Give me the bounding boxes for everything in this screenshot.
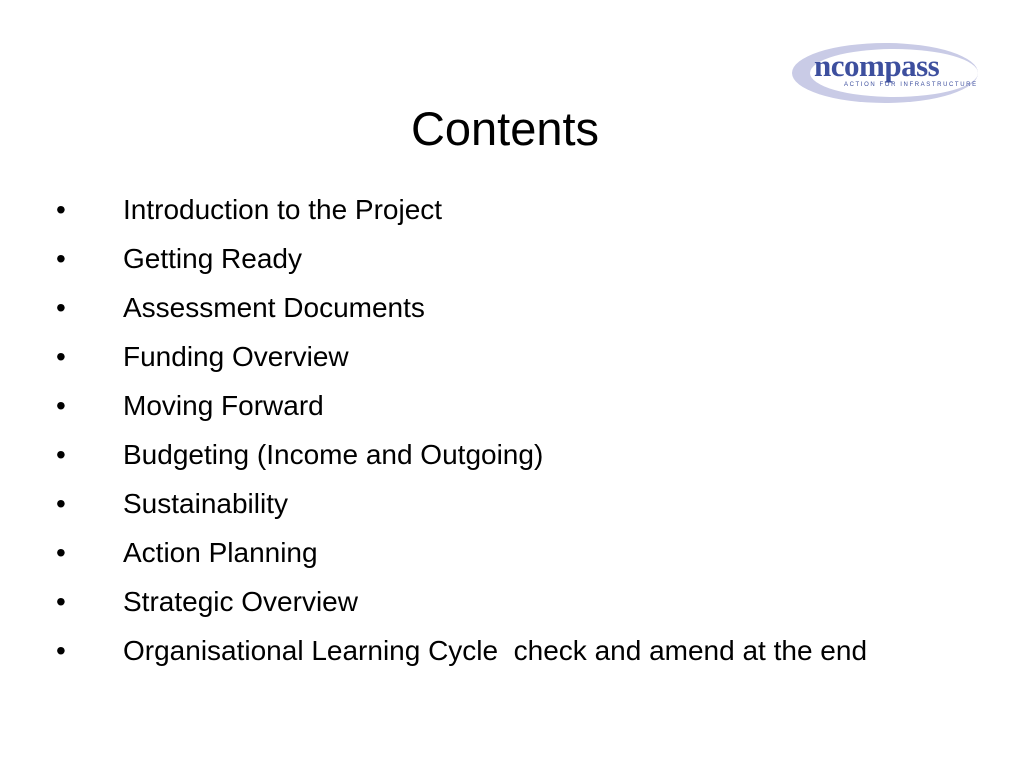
slide-title: Contents	[410, 102, 600, 155]
list-item	[56, 634, 936, 668]
list-item-text: Strategic Overview	[123, 586, 358, 617]
list-item-text: Introduction to the Project	[123, 194, 443, 225]
ncompass-logo	[790, 40, 980, 106]
bullet-icon: •	[56, 243, 66, 274]
bullet-icon: •	[56, 586, 66, 617]
bullet-icon: •	[56, 488, 66, 519]
list-item-text: Getting Ready	[123, 243, 302, 274]
bullet-icon: •	[56, 635, 66, 666]
bullet-icon: •	[56, 341, 66, 372]
list-item	[56, 291, 936, 325]
bullet-icon: •	[56, 537, 66, 568]
list-item	[56, 585, 936, 619]
list-item-text: Organisational Learning Cycle check and amend at the end	[123, 635, 868, 666]
logo-tagline: ACTION FOR INFRASTRUCTURE	[844, 82, 978, 88]
list-item-text: Funding Overview	[123, 341, 349, 372]
list-item	[56, 438, 936, 472]
list-item-text: Assessment Documents	[123, 292, 425, 323]
list-item	[56, 242, 936, 276]
list-item	[56, 389, 936, 423]
list-item	[56, 536, 936, 570]
contents-list	[56, 193, 936, 683]
logo-wordmark: ncompass	[814, 48, 940, 83]
list-item	[56, 193, 936, 227]
list-item-text: Action Planning	[123, 537, 318, 568]
bullet-icon: •	[56, 390, 66, 421]
list-item	[56, 340, 936, 374]
list-item-text: Moving Forward	[123, 390, 324, 421]
list-item	[56, 487, 936, 521]
bullet-icon: •	[56, 194, 66, 225]
list-item-text: Sustainability	[123, 488, 288, 519]
list-item-text: Budgeting (Income and Outgoing)	[123, 439, 544, 470]
bullet-icon: •	[56, 439, 66, 470]
bullet-icon: •	[56, 292, 66, 323]
